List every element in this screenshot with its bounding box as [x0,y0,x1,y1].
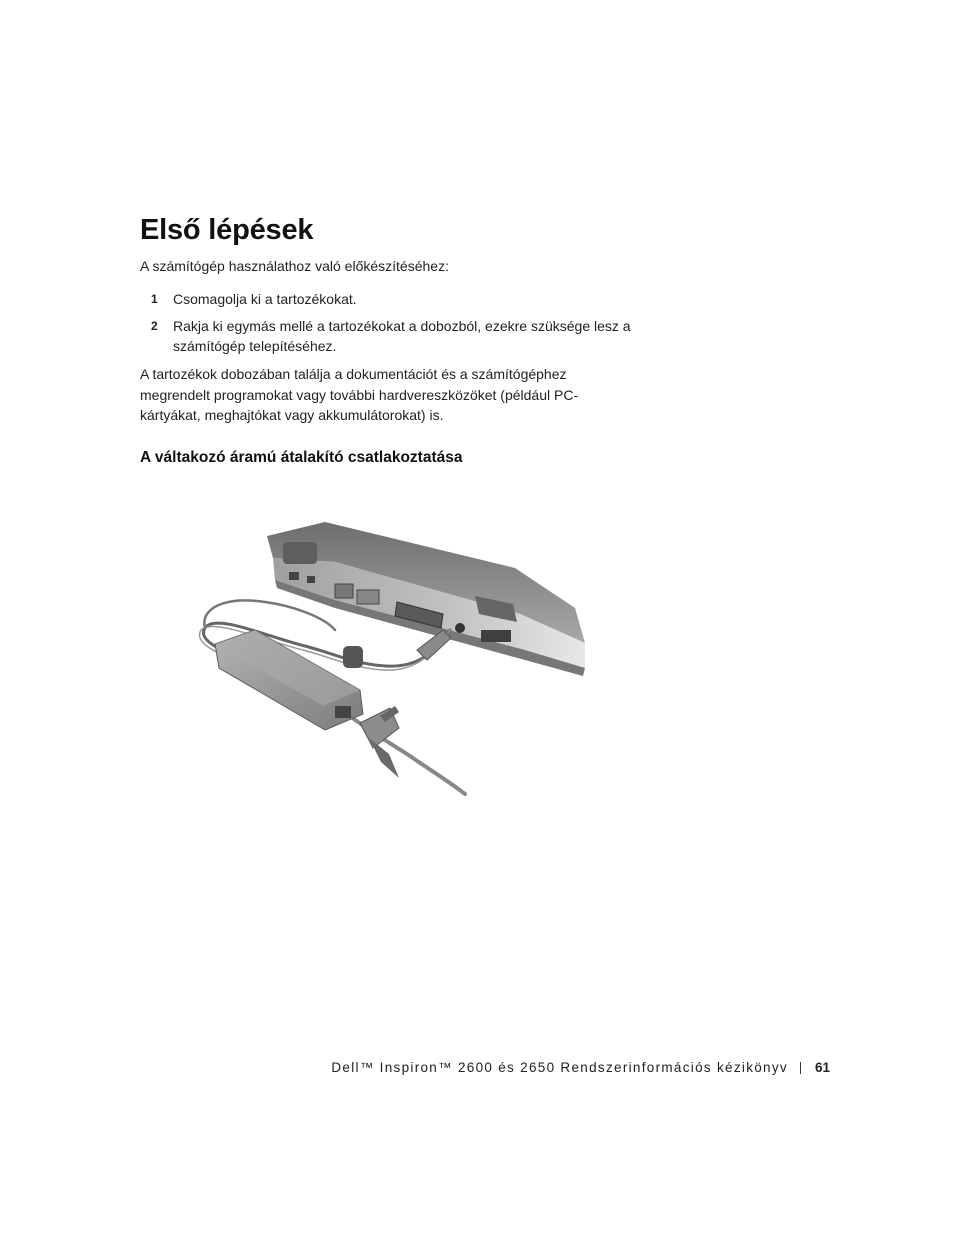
step-text: Csomagolja ki a tartozékokat. [173,291,357,307]
step-number: 2 [151,319,158,333]
setup-steps-list [140,289,640,363]
ac-adapter-icon [215,630,399,778]
page-title: Első lépések [140,214,314,246]
page-footer [331,1060,830,1075]
list-item [140,316,640,356]
step-number: 1 [151,292,158,306]
step-text: Rakja ki egymás mellé a tartozékokat a dobozból, ezekre szüksége lesz a számítógép telepítéséhez. [173,318,631,354]
section-heading: A váltakozó áramú átalakító csatlakoztatása [140,449,463,466]
footer-divider [800,1062,801,1074]
accessories-paragraph: A tartozékok dobozában találja a dokumentációt és a számítógéphez megrendelt programokat vagy további hardvereszközöket (például PC-kártyákat, meghajtókat vagy akkumulátorokat) is. [140,366,579,423]
intro-text: A számítógép használathoz való előkészítéséhez: [140,258,449,274]
list-item [140,289,640,309]
page-number: 61 [814,1060,830,1075]
manual-title: Dell™ Inspiron™ 2600 és 2650 Rendszerinformációs kézikönyv [331,1060,788,1075]
ac-adapter-connection-illustration [185,518,590,800]
